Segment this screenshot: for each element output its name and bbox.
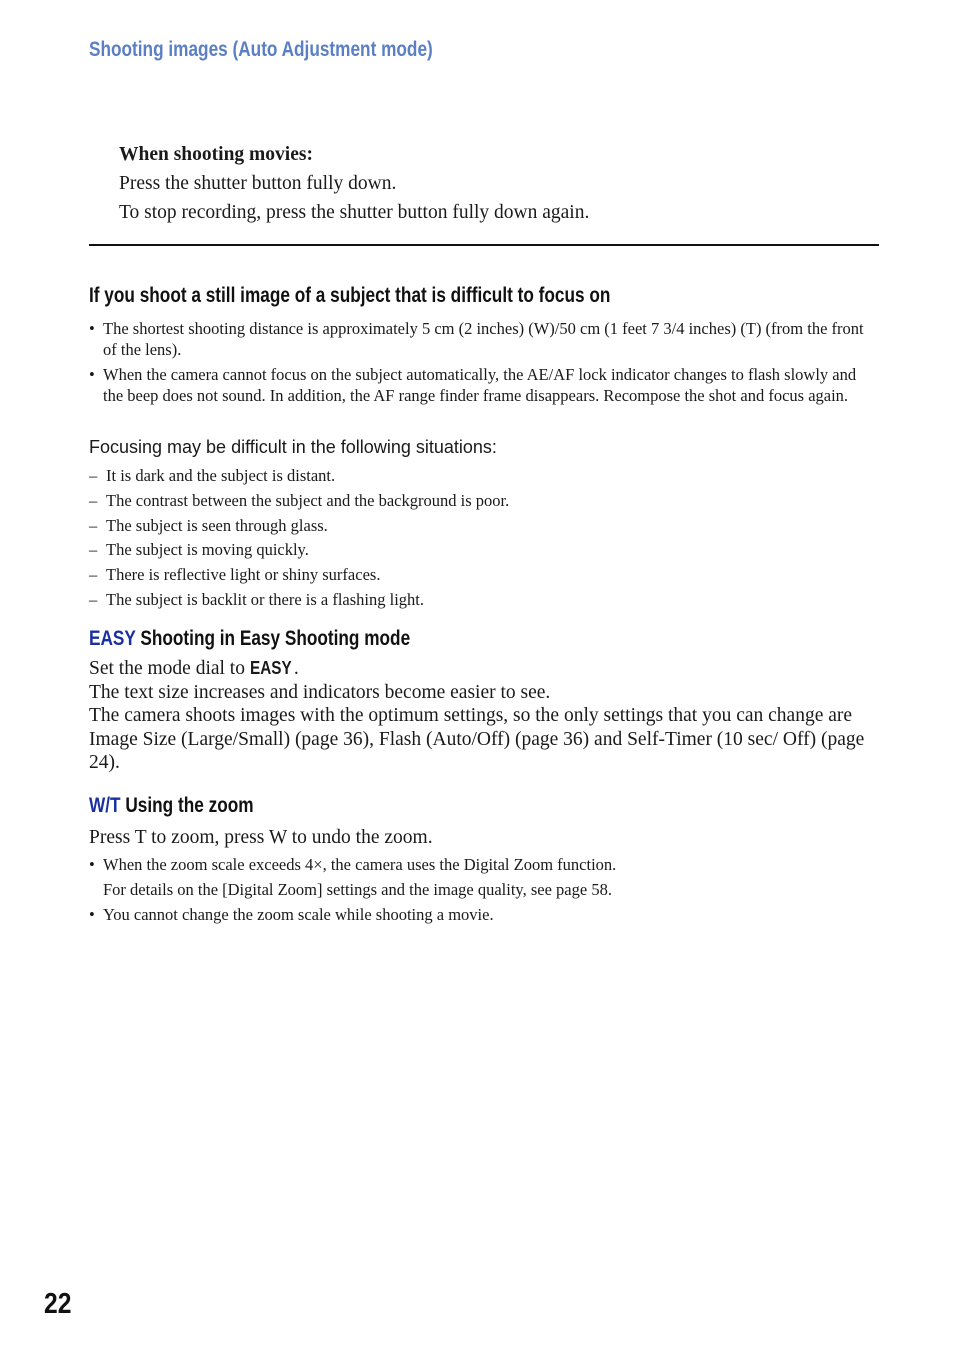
- list-item: [89, 489, 509, 514]
- section-divider: [89, 244, 879, 246]
- list-item: [89, 538, 509, 563]
- focus-bullet-list: [89, 318, 869, 410]
- movies-line-2: To stop recording, press the shutter button fully down again.: [119, 202, 590, 223]
- bullet-text: When the camera cannot focus on the subject automatically, the AE/AF lock indicator changes to flash slowly and the beep does not sound. In addition, the AF range finder frame disappears. Recompose the shot and focus again.: [103, 365, 857, 405]
- running-head: Shooting images (Auto Adjustment mode): [89, 38, 433, 61]
- dash-mark: –: [89, 540, 98, 560]
- dash-mark: –: [89, 565, 98, 585]
- situations-list: [89, 464, 509, 613]
- bullet-text: The shortest shooting distance is approximately 5 cm (2 inches) (W)/50 cm (1 feet 7 3/4 inches) (T) (from the front of the lens).: [103, 319, 864, 359]
- dash-mark: –: [89, 515, 98, 535]
- page-number: 22: [44, 1288, 72, 1320]
- bullet-mark: •: [89, 365, 95, 384]
- easy-inline-icon: EASY: [249, 658, 292, 678]
- zoom-bullet-1-line-1: When the zoom scale exceeds 4×, the camera uses the Digital Zoom function.: [103, 855, 617, 874]
- list-item: [89, 854, 869, 900]
- easy-section-heading: [89, 627, 410, 651]
- dash-mark: –: [89, 466, 98, 485]
- list-item: [89, 904, 869, 925]
- bullet-mark: •: [89, 319, 95, 338]
- situation-text: The subject is moving quickly.: [106, 540, 309, 560]
- movies-label: When shooting movies:: [119, 144, 313, 165]
- list-item: [89, 514, 509, 539]
- movies-block: [119, 140, 589, 227]
- easy-line-3: The camera shoots images with the optimum settings, so the only settings that you can change are Image Size (Large/Small) (page 36), Flash (Auto/Off) (page 36) and Self-Timer (10 sec/ Off) (page 24).: [89, 705, 865, 773]
- movies-line-1: Press the shutter button fully down.: [119, 173, 397, 194]
- list-item: [89, 318, 869, 360]
- situation-text: There is reflective light or shiny surfaces.: [106, 565, 381, 585]
- easy-heading-text: Shooting in Easy Shooting mode: [140, 627, 411, 650]
- focus-section-heading: If you shoot a still image of a subject that is difficult to focus on: [89, 284, 611, 307]
- bullet-mark: •: [89, 855, 95, 874]
- bullet-mark: •: [89, 905, 95, 924]
- situations-intro: Focusing may be difficult in the following situations:: [89, 437, 497, 457]
- zoom-heading-text: Using the zoom: [125, 794, 254, 817]
- zoom-bullet-2: You cannot change the zoom scale while shooting a movie.: [103, 905, 494, 924]
- easy-line-2: The text size increases and indicators become easier to see.: [89, 681, 551, 703]
- zoom-section-heading: [89, 794, 254, 818]
- situation-text: The subject is seen through glass.: [106, 515, 328, 535]
- zoom-bullet-1-line-2: For details on the [Digital Zoom] settings and the image quality, see page 58.: [103, 880, 612, 899]
- easy-line-1-suffix: .: [293, 658, 299, 679]
- zoom-bullet-list: [89, 854, 869, 929]
- dash-mark: –: [89, 589, 98, 609]
- list-item: [89, 563, 509, 588]
- situation-text: The subject is backlit or there is a flashing light.: [106, 589, 425, 609]
- zoom-intro: Press T to zoom, press W to undo the zoom.: [89, 827, 433, 848]
- list-item: [89, 588, 509, 613]
- zoom-wt-icon: W/T: [89, 794, 121, 817]
- dash-mark: –: [89, 490, 98, 510]
- list-item: [89, 364, 869, 406]
- situation-text: It is dark and the subject is distant.: [106, 466, 336, 485]
- easy-mode-icon: EASY: [89, 627, 136, 650]
- list-item: [89, 464, 509, 489]
- easy-line-1-prefix: Set the mode dial to: [89, 658, 245, 679]
- situation-text: The contrast between the subject and the background is poor.: [106, 490, 510, 510]
- easy-section-body: [89, 657, 879, 775]
- easy-line-1: [89, 657, 879, 681]
